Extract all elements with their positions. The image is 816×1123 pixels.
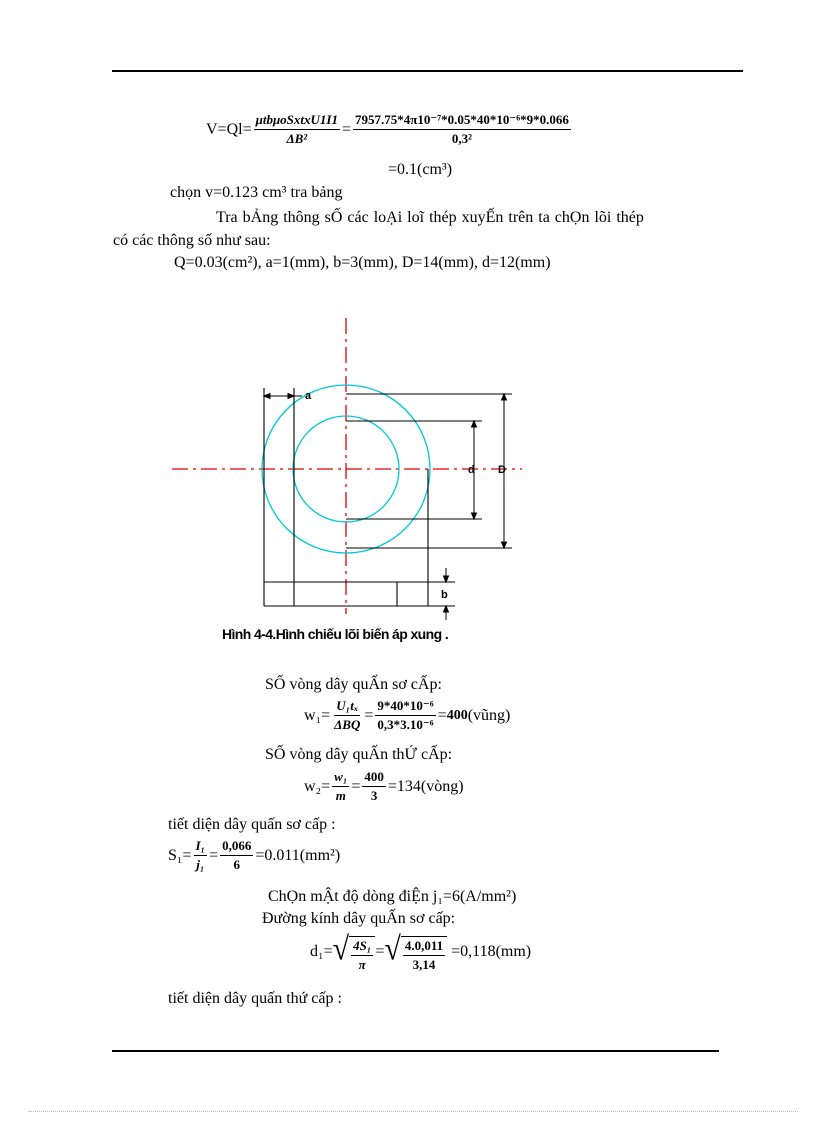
formula-volume-frac2-den: 0,3²	[451, 131, 473, 146]
formula-volume-frac2-num: 7957.75*4π10⁻⁷*0.05*40*10⁻⁶*9*0.066	[353, 112, 571, 130]
so-vong-so-cap: SỐ vòng dây quẤn sơ cẤp:	[265, 676, 442, 693]
formula-volume-lhs: V=Ql=	[206, 120, 252, 138]
formula-w1-unit: (vũng)	[467, 706, 511, 724]
formula-w2-lhs: w₂=	[304, 777, 331, 795]
formula-s1-frac1	[194, 838, 208, 873]
formula-w2-frac2	[362, 769, 386, 804]
params-text: Q=0.03(cm²), a=1(mm), b=3(mm), D=14(mm), d=12(mm)	[174, 254, 551, 271]
formula-d1-sqrt2-den: 3,14	[412, 957, 436, 972]
equals-sign: =	[341, 120, 352, 138]
formula-volume-frac1-den: ΔB²	[286, 131, 308, 146]
bottom-rule	[112, 1050, 719, 1052]
formula-w2-frac2-den: 3	[370, 788, 378, 803]
dim-label-a: a	[305, 390, 312, 402]
sqrt-frac	[351, 938, 373, 973]
dim-label-b: b	[441, 589, 448, 601]
formula-volume	[206, 112, 573, 147]
secondary-heading: tiết diện dây quấn thứ cấp :	[168, 990, 342, 1007]
sqrt-frac	[403, 938, 445, 973]
formula-d1-result: =0,118(mm)	[451, 942, 532, 960]
formula-w2-result: =134(vòng)	[387, 777, 464, 795]
formula-volume-frac2	[353, 112, 571, 147]
formula-w1-frac1	[332, 698, 362, 733]
equals-sign: =	[375, 942, 385, 960]
page-edge-dots	[28, 1111, 798, 1112]
formula-w1-frac2-num: 9*40*10⁻⁶	[375, 698, 435, 716]
formula-w1-frac1-num: U₁tₓ	[334, 698, 360, 716]
sqrt-sign: √	[332, 931, 350, 968]
formula-d1-lhs: d₁=	[310, 942, 333, 960]
formula-s1-frac1-den: j₁	[196, 857, 205, 872]
dim-label-d: d	[468, 464, 475, 476]
top-rule	[112, 70, 743, 72]
formula-w2	[304, 769, 464, 804]
tra-bang-line2: có các thông số như sau:	[113, 232, 271, 249]
so-vong-thu-cap: SỐ vòng dây quẤn thỨ cẤp:	[265, 746, 453, 763]
chon-mat-do-text: ChỌn mẬt độ dòng điỆn j₁=6(A/mm²)	[268, 888, 517, 905]
formula-w2-frac1	[332, 769, 349, 804]
formula-w1-frac1-den: ΔBQ	[334, 717, 361, 732]
dim-label-D: D	[498, 464, 506, 476]
formula-d1-sqrt2	[384, 930, 447, 973]
equals-sign: =	[351, 777, 361, 795]
formula-s1-result: =0.011(mm²)	[255, 846, 341, 864]
formula-w2-frac1-num: w₁	[332, 769, 349, 787]
sqrt-body	[401, 936, 447, 973]
formula-volume-result: =0.1(cm³)	[388, 161, 453, 178]
formula-s1-frac2-num: 0,066	[220, 838, 253, 856]
formula-w1-frac2	[375, 698, 435, 733]
sqrt-sign: √	[384, 931, 401, 968]
equals-sign: =	[364, 706, 374, 724]
formula-volume-frac1-num: μtbμoSxtxU1I1	[254, 112, 340, 130]
core-projection-figure	[0, 310, 816, 650]
formula-d1	[310, 930, 531, 973]
duong-kinh-text: Đường kính dây quẤn sơ cấp:	[262, 910, 456, 927]
chon-v-text: chọn v=0.123 cm³ tra bảng	[170, 184, 343, 201]
formula-w1-lhs: w₁=	[304, 706, 331, 724]
formula-w1-result: 400	[446, 707, 468, 723]
formula-d1-sqrt1	[333, 930, 376, 973]
formula-w1	[304, 698, 510, 733]
dimension-lines	[264, 394, 507, 621]
formula-d1-sqrt1-den: π	[358, 957, 366, 972]
equals-sign: =	[437, 706, 447, 724]
formula-w2-frac1-den: m	[335, 788, 346, 803]
formula-s1	[168, 838, 340, 873]
tra-bang-line1: Tra bẢng thông sỐ các loẠi loĩ thép xuyẾn trên ta chỌn lõi thép	[216, 209, 644, 226]
formula-s1-lhs: S₁=	[168, 846, 192, 864]
formula-d1-sqrt1-num: 4S₁	[351, 938, 373, 956]
formula-volume-frac1	[254, 112, 340, 147]
formula-w1-frac2-den: 0,3*3.10⁻⁶	[377, 717, 434, 732]
formula-s1-frac2	[220, 838, 253, 873]
formula-d1-sqrt2-num: 4.0,011	[403, 938, 445, 956]
sqrt-body	[349, 936, 375, 973]
formula-s1-frac1-num: I₁	[194, 838, 208, 856]
primary-heading: tiết diện dây quấn sơ cấp :	[168, 816, 336, 833]
formula-w2-frac2-num: 400	[362, 769, 386, 787]
equals-sign: =	[209, 846, 219, 864]
formula-s1-frac2-den: 6	[233, 857, 240, 872]
figure-caption: Hình 4-4.Hình chiếu lõi biến áp xung .	[222, 626, 449, 642]
